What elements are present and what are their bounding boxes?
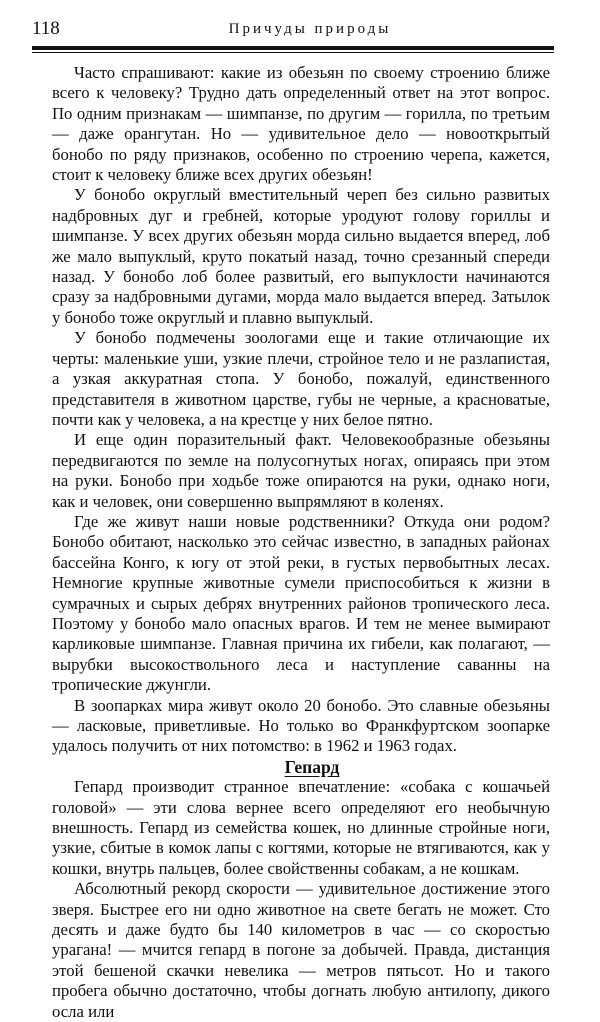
paragraph: Где же живут наши новые родственники? Откуда они родом? Бонобо обитают, насколько это сейчас известно, в западных районах бассейна Конго, к югу от этой реки, в густых первобытных лесах. Немногие крупные животные сумели приспособиться к жизни в сумрачных и сырых дебрях внутренних районов тропического леса. Поэтому у бонобо мало опасных врагов. И тем не менее вымирают карликовые шимпанзе. Главная причина их гибели, как полагают, — вырубки высокоствольного леса и наступление саванны на тропические джунгли. [52, 511, 550, 695]
paragraph: Гепард производит странное впечатление: «собака с кошачьей головой» — эти слова вернее всего определяют его необычную внешность. Гепард из семейства кошек, но длинные стройные ноги, узкие, сбитые в комок лапы с когтями, которые не втягиваются, как у кошки, внутрь пальцев, более свойственны собакам, а не кошкам. [52, 777, 550, 878]
paragraph: У бонобо подмечены зоологами еще и такие отличающие их черты: маленькие уши, узкие плечи, стройное тело и не разлапистая, а узкая аккуратная стопа. У бонобо, пожалуй, единственного представителя в животном царстве, губы не черные, а красноватые, почти как у человека, а на крестце у них белое пятно. [52, 328, 550, 429]
paragraph: И еще один поразительный факт. Человекообразные обезьяны передвигаются по земле на полусогнутых ногах, опираясь при этом на руки. Бонобо при ходьбе тоже опираются на руки, однако ноги, как и человек, они совершенно выпрямляют в коленях. [52, 430, 550, 511]
paragraph: Абсолютный рекорд скорости — удивительное достижение этого зверя. Быстрее его ни одно животное на свете бегать не может. Сто десять и даже будто бы 140 километров в час — со скоростью урагана! — мчится гепард в погоне за добычей. Правда, дистанция этой бешеной скачки невелика — метров пятьсот. Но и такого пробега обычно достаточно, чтобы догнать любую антилопу, дикого осла или [52, 879, 550, 1021]
section-title: Гепард [284, 756, 340, 777]
paragraph: У бонобо округлый вместительный череп без сильно развитых надбровных дуг и гребней, которые уродуют голову гориллы и шимпанзе. У всех других обезьян морда сильно выдается вперед, лоб же мало выпуклый, круто покатый назад, точно срезанный спереди назад. У бонобо лоб более развитый, его выпуклости начинаются сразу за надбровными дугами, морда мало выдается вперед. Затылок у бонобо тоже округлый и плавно выпуклый. [52, 185, 550, 327]
running-title: Причуды природы [228, 21, 392, 37]
body-text [52, 63, 550, 1022]
page-number: 118 [32, 18, 60, 39]
page-header [32, 16, 572, 42]
paragraph: В зоопарках мира живут около 20 бонобо. Это славные обезьяны — ласковые, приветливые. Но только во Франкфуртском зоопарке удалось получить от них потомство: в 1962 и 1963 годах. [52, 695, 550, 756]
paragraph: Часто спрашивают: какие из обезьян по своему строению ближе всего к человеку? Трудно дать определенный ответ на этот вопрос. По одним признакам — шимпанзе, по другим — горилла, по третьим — даже орангутан. Но — удивительное дело — новооткрытый бонобо по ряду признаков, особенно по строению черепа, кажется, стоит к человеку ближе всех других обезьян! [52, 63, 550, 185]
header-rule-thin [32, 52, 554, 53]
header-rule-thick [32, 46, 554, 50]
